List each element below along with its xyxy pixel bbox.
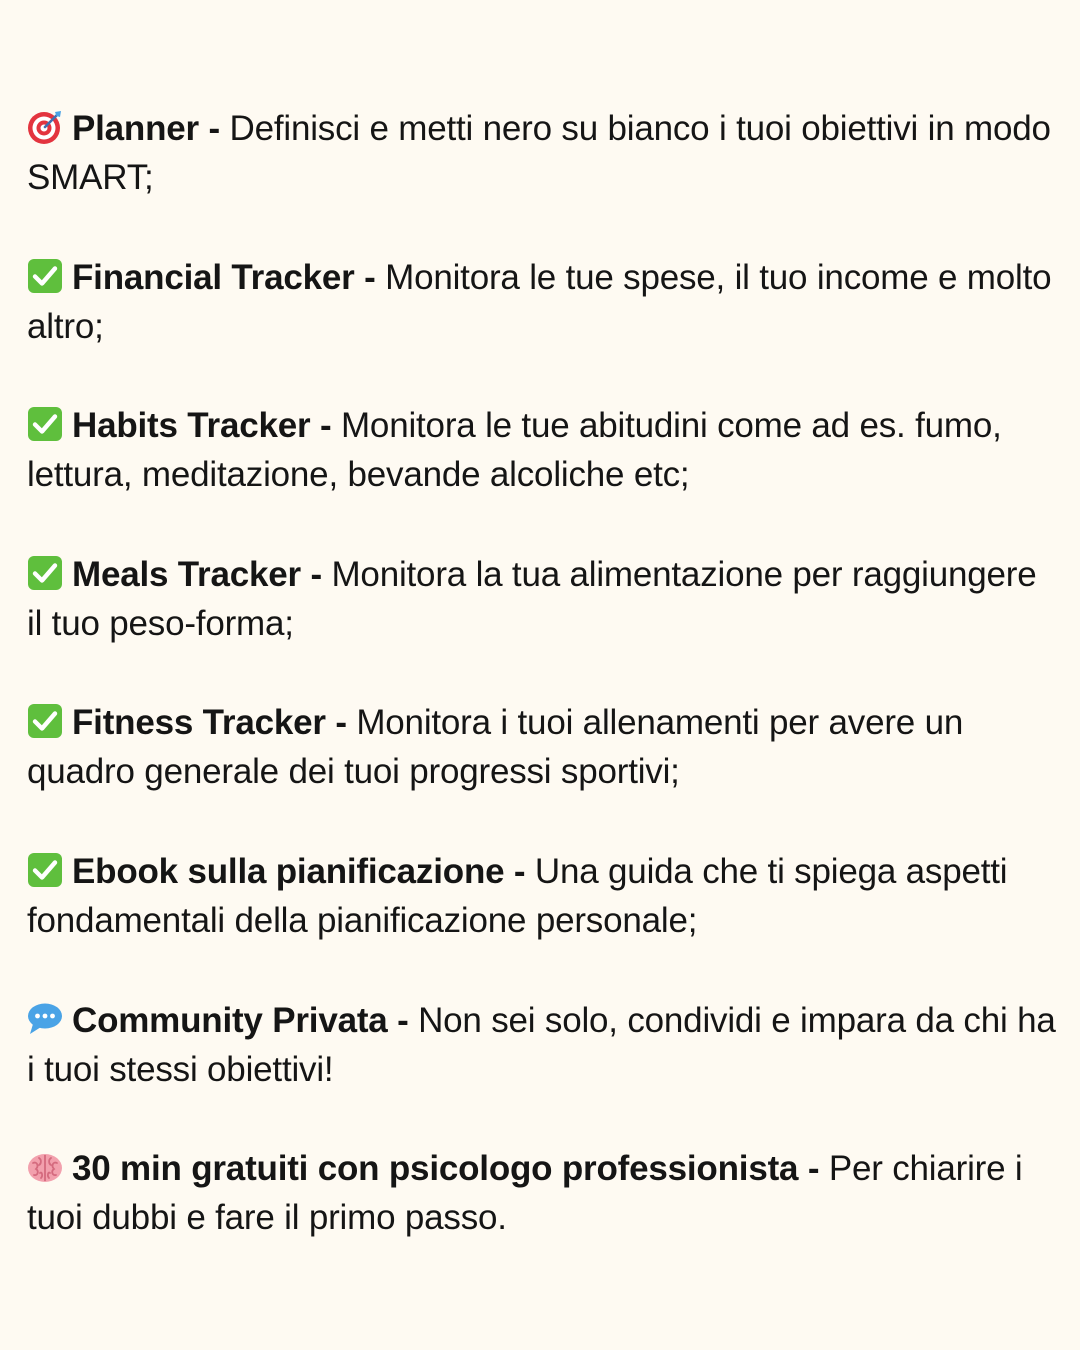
target-icon (27, 109, 63, 145)
speech-bubble-icon (27, 1001, 63, 1037)
feature-title: Planner (72, 109, 199, 148)
feature-description: Monitora la tua alimentazione per raggiungere il tuo peso-forma; (27, 554, 1037, 643)
check-mark-icon (27, 852, 63, 888)
check-mark-icon (27, 406, 63, 442)
feature-title: Fitness Tracker (72, 703, 326, 743)
feature-item-psychologist (27, 1144, 1057, 1242)
feature-separator: - (387, 1000, 419, 1040)
feature-title: Meals Tracker (72, 554, 301, 594)
feature-title: 30 min gratuiti con psicologo professionista (72, 1149, 799, 1189)
feature-list (27, 104, 1057, 1293)
feature-separator: - (198, 109, 230, 148)
feature-description: Monitora le tue abitudini come ad es. fumo, lettura, meditazione, bevande alcoliche etc; (27, 406, 1002, 495)
feature-item-community (27, 996, 1057, 1094)
feature-separator: - (798, 1149, 829, 1189)
check-mark-icon (27, 258, 63, 294)
feature-description: Monitora i tuoi allenamenti per avere un quadro generale dei tuoi progressi sportivi; (27, 703, 964, 792)
check-mark-icon (27, 703, 63, 739)
feature-title: Financial Tracker (72, 257, 355, 297)
feature-description: Non sei solo, condividi e impara da chi ha i tuoi stessi obiettivi! (27, 1000, 1056, 1089)
feature-item-habits-tracker (27, 401, 1057, 499)
feature-separator: - (354, 257, 386, 297)
brain-icon (27, 1149, 63, 1185)
feature-item-fitness-tracker (27, 698, 1057, 796)
feature-title: Ebook sulla pianificazione (72, 851, 505, 891)
feature-item-financial-tracker (27, 253, 1057, 351)
feature-separator: - (325, 703, 357, 743)
check-mark-icon (27, 555, 63, 591)
feature-separator: - (504, 851, 535, 891)
feature-separator: - (310, 406, 341, 446)
feature-item-ebook (27, 847, 1057, 945)
feature-item-planner (27, 104, 1057, 202)
feature-description: Definisci e metti nero su bianco i tuoi obiettivi in modo SMART; (27, 109, 1051, 197)
feature-title: Community Privata (72, 1000, 388, 1040)
feature-description: Per chiarire i tuoi dubbi e fare il primo passo. (27, 1149, 1023, 1238)
feature-item-meals-tracker (27, 550, 1057, 648)
feature-separator: - (300, 554, 332, 594)
feature-description: Una guida che ti spiega aspetti fondamentali della pianificazione personale; (27, 851, 1008, 940)
feature-description: Monitora le tue spese, il tuo income e molto altro; (27, 257, 1052, 346)
feature-title: Habits Tracker (72, 406, 311, 446)
